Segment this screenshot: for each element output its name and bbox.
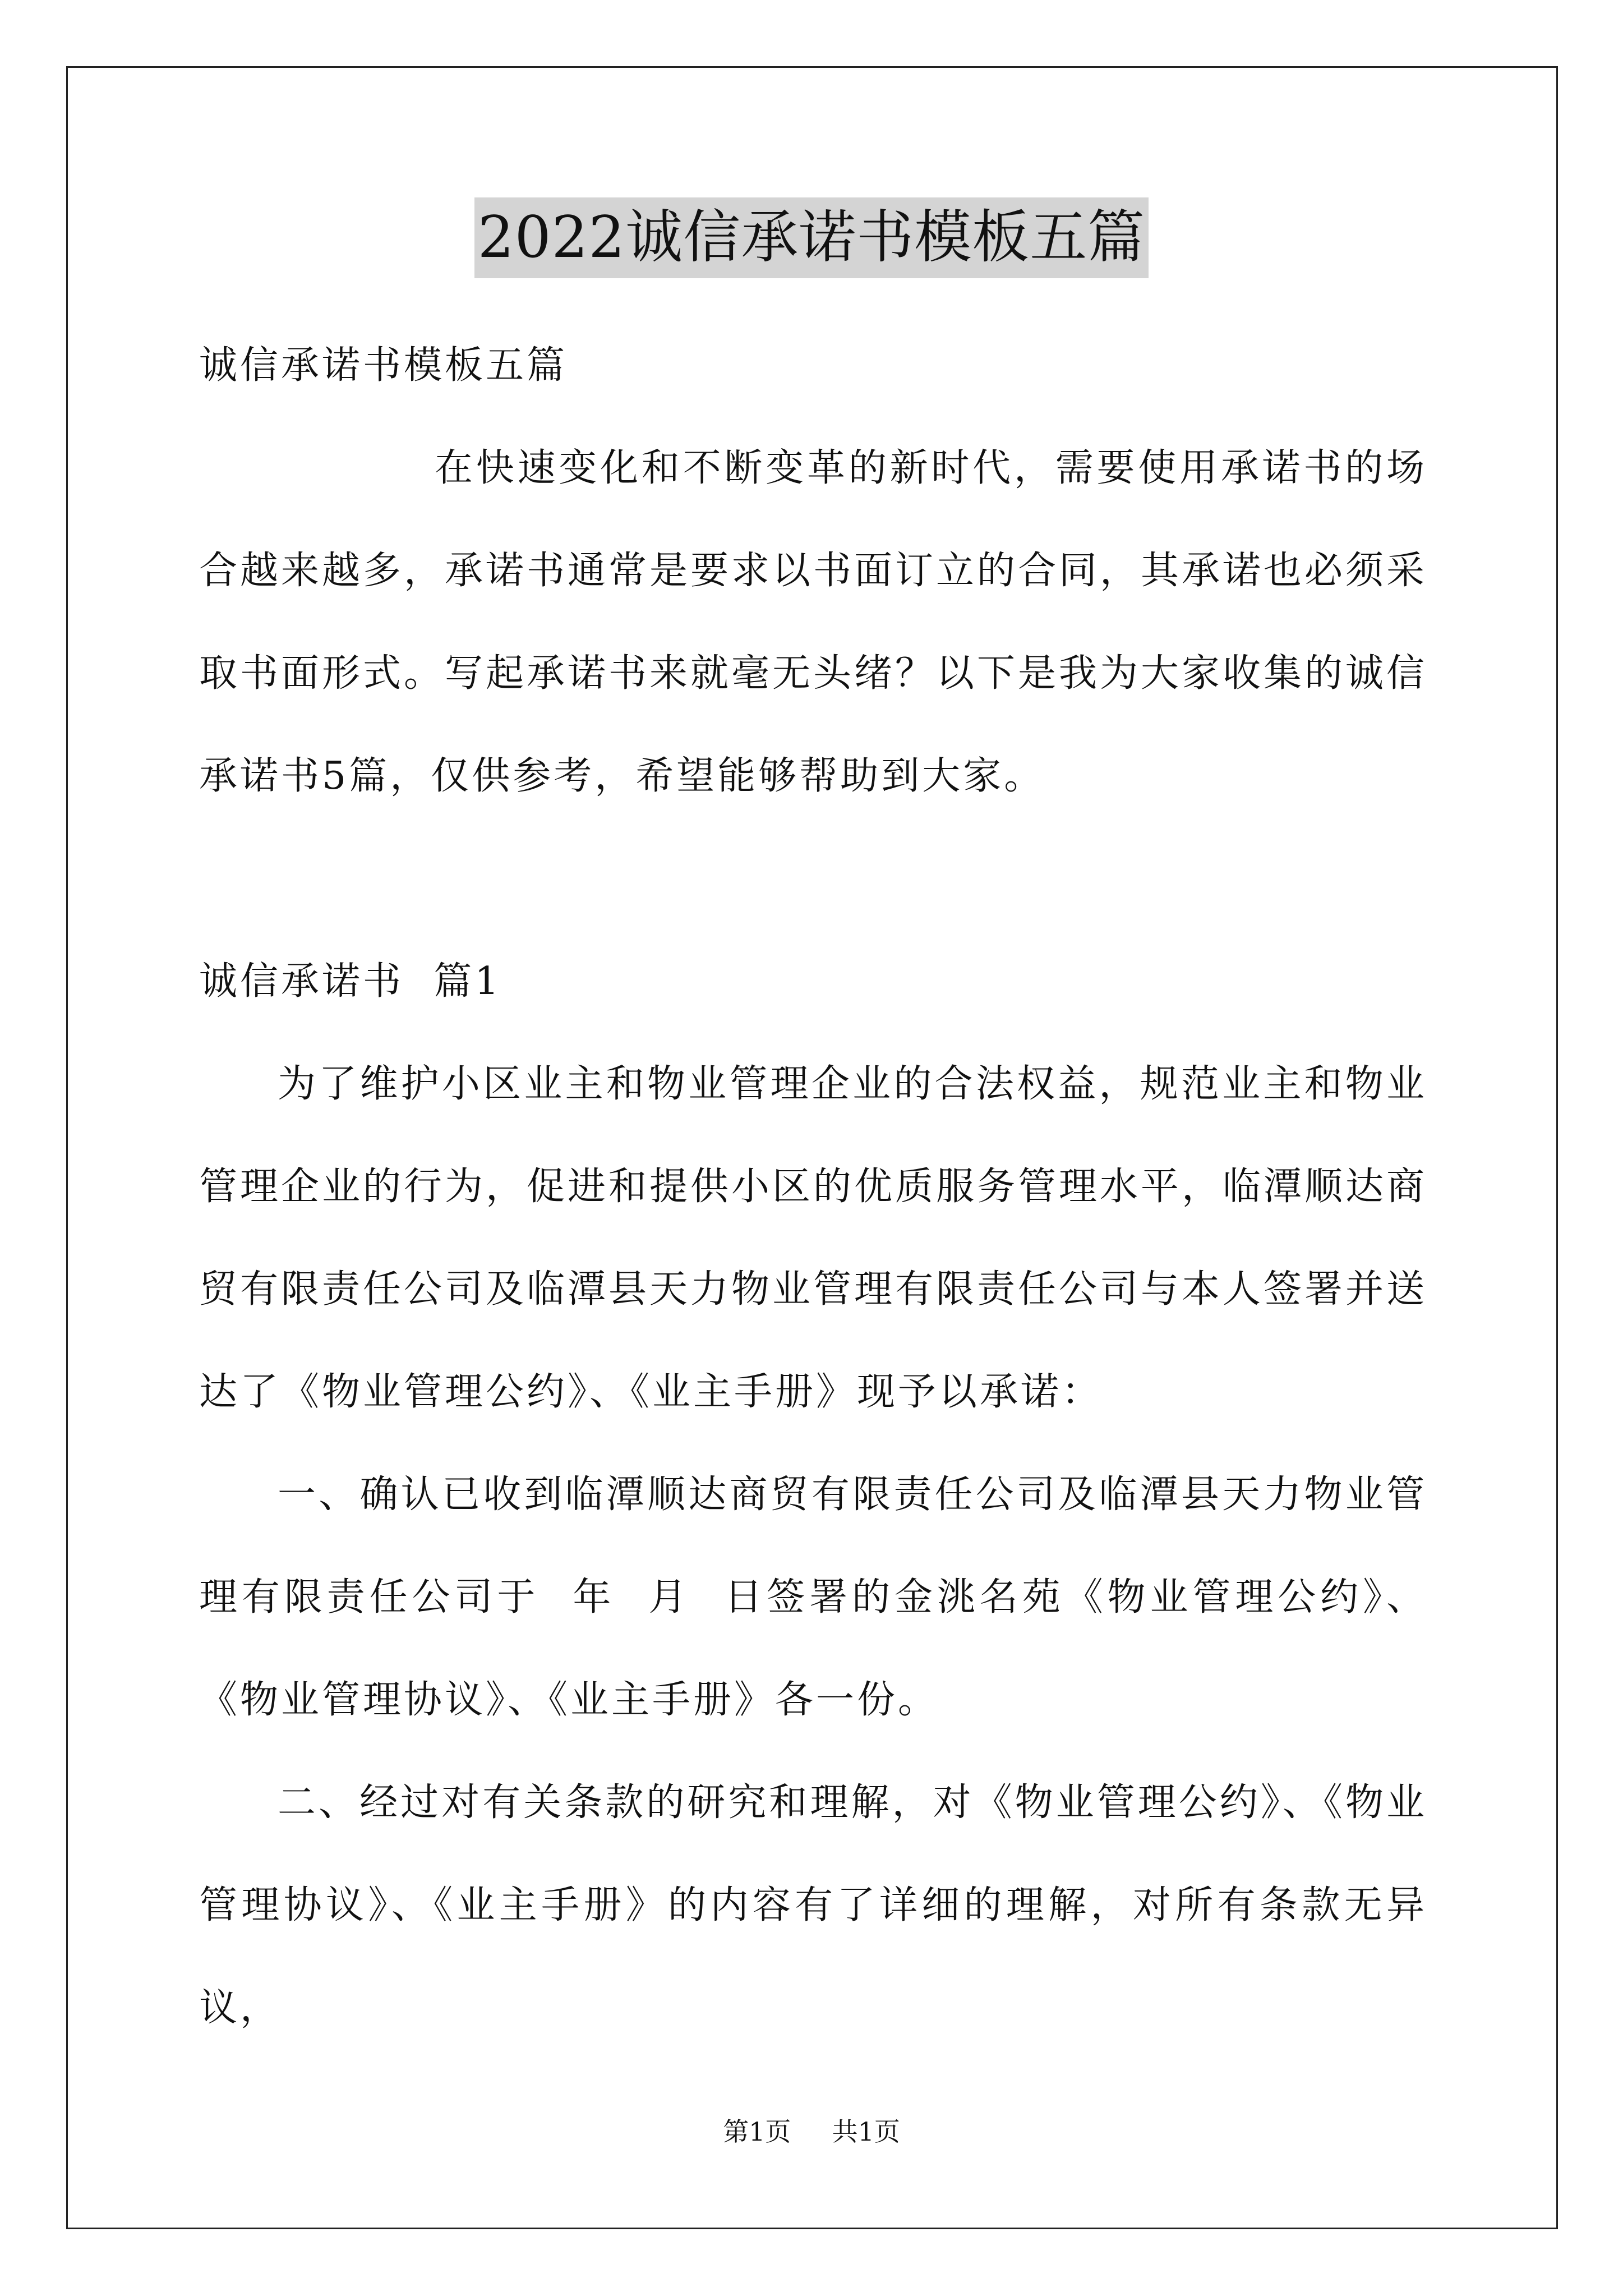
body-paragraph: 为了维护小区业主和物业管理企业的合法权益，规范业主和物业管理企业的行为，促进和提供小区的优质服务管理水平，临潭顺达商贸有限责任公司及临潭县天力物业管理有限责任公司与本人签署并送达了《物业管理公约》、《业主手册》现予以承诺： (199, 1062, 1428, 1414)
section-heading: 诚信承诺书 篇1 (199, 959, 502, 1004)
page-footer (0, 2115, 1623, 2148)
intro-paragraph: 在快速变化和不断变革的新时代，需要使用承诺书的场合越来越多，承诺书通常是要求以书面订立的合同，其承诺也必须采取书面形式。写起承诺书来就毫无头绪？以下是我为大家收集的诚信承诺书5篇，仅供参考，希望能够帮助到大家。 (199, 446, 1428, 798)
document-subtitle: 诚信承诺书模板五篇 (199, 343, 568, 388)
document-title: 2022诚信承诺书模板五篇 (474, 197, 1149, 278)
title-container (0, 197, 1623, 278)
page-number: 第1页 共1页 (723, 2116, 900, 2147)
document-body (199, 314, 1427, 2059)
blank-line (199, 827, 1427, 930)
body-paragraph: 一、确认已收到临潭顺达商贸有限责任公司及临潭县天力物业管理有限责任公司于 年 月 日签署的金洮名苑《物业管理公约》、《物业管理协议》、《业主手册》各一份。 (199, 1473, 1427, 1722)
body-paragraph: 二、经过对有关条款的研究和理解，对《物业管理公约》、《物业管理协议》、《业主手册》的内容有了详细的理解，对所有条款无异议， (199, 1780, 1427, 2030)
